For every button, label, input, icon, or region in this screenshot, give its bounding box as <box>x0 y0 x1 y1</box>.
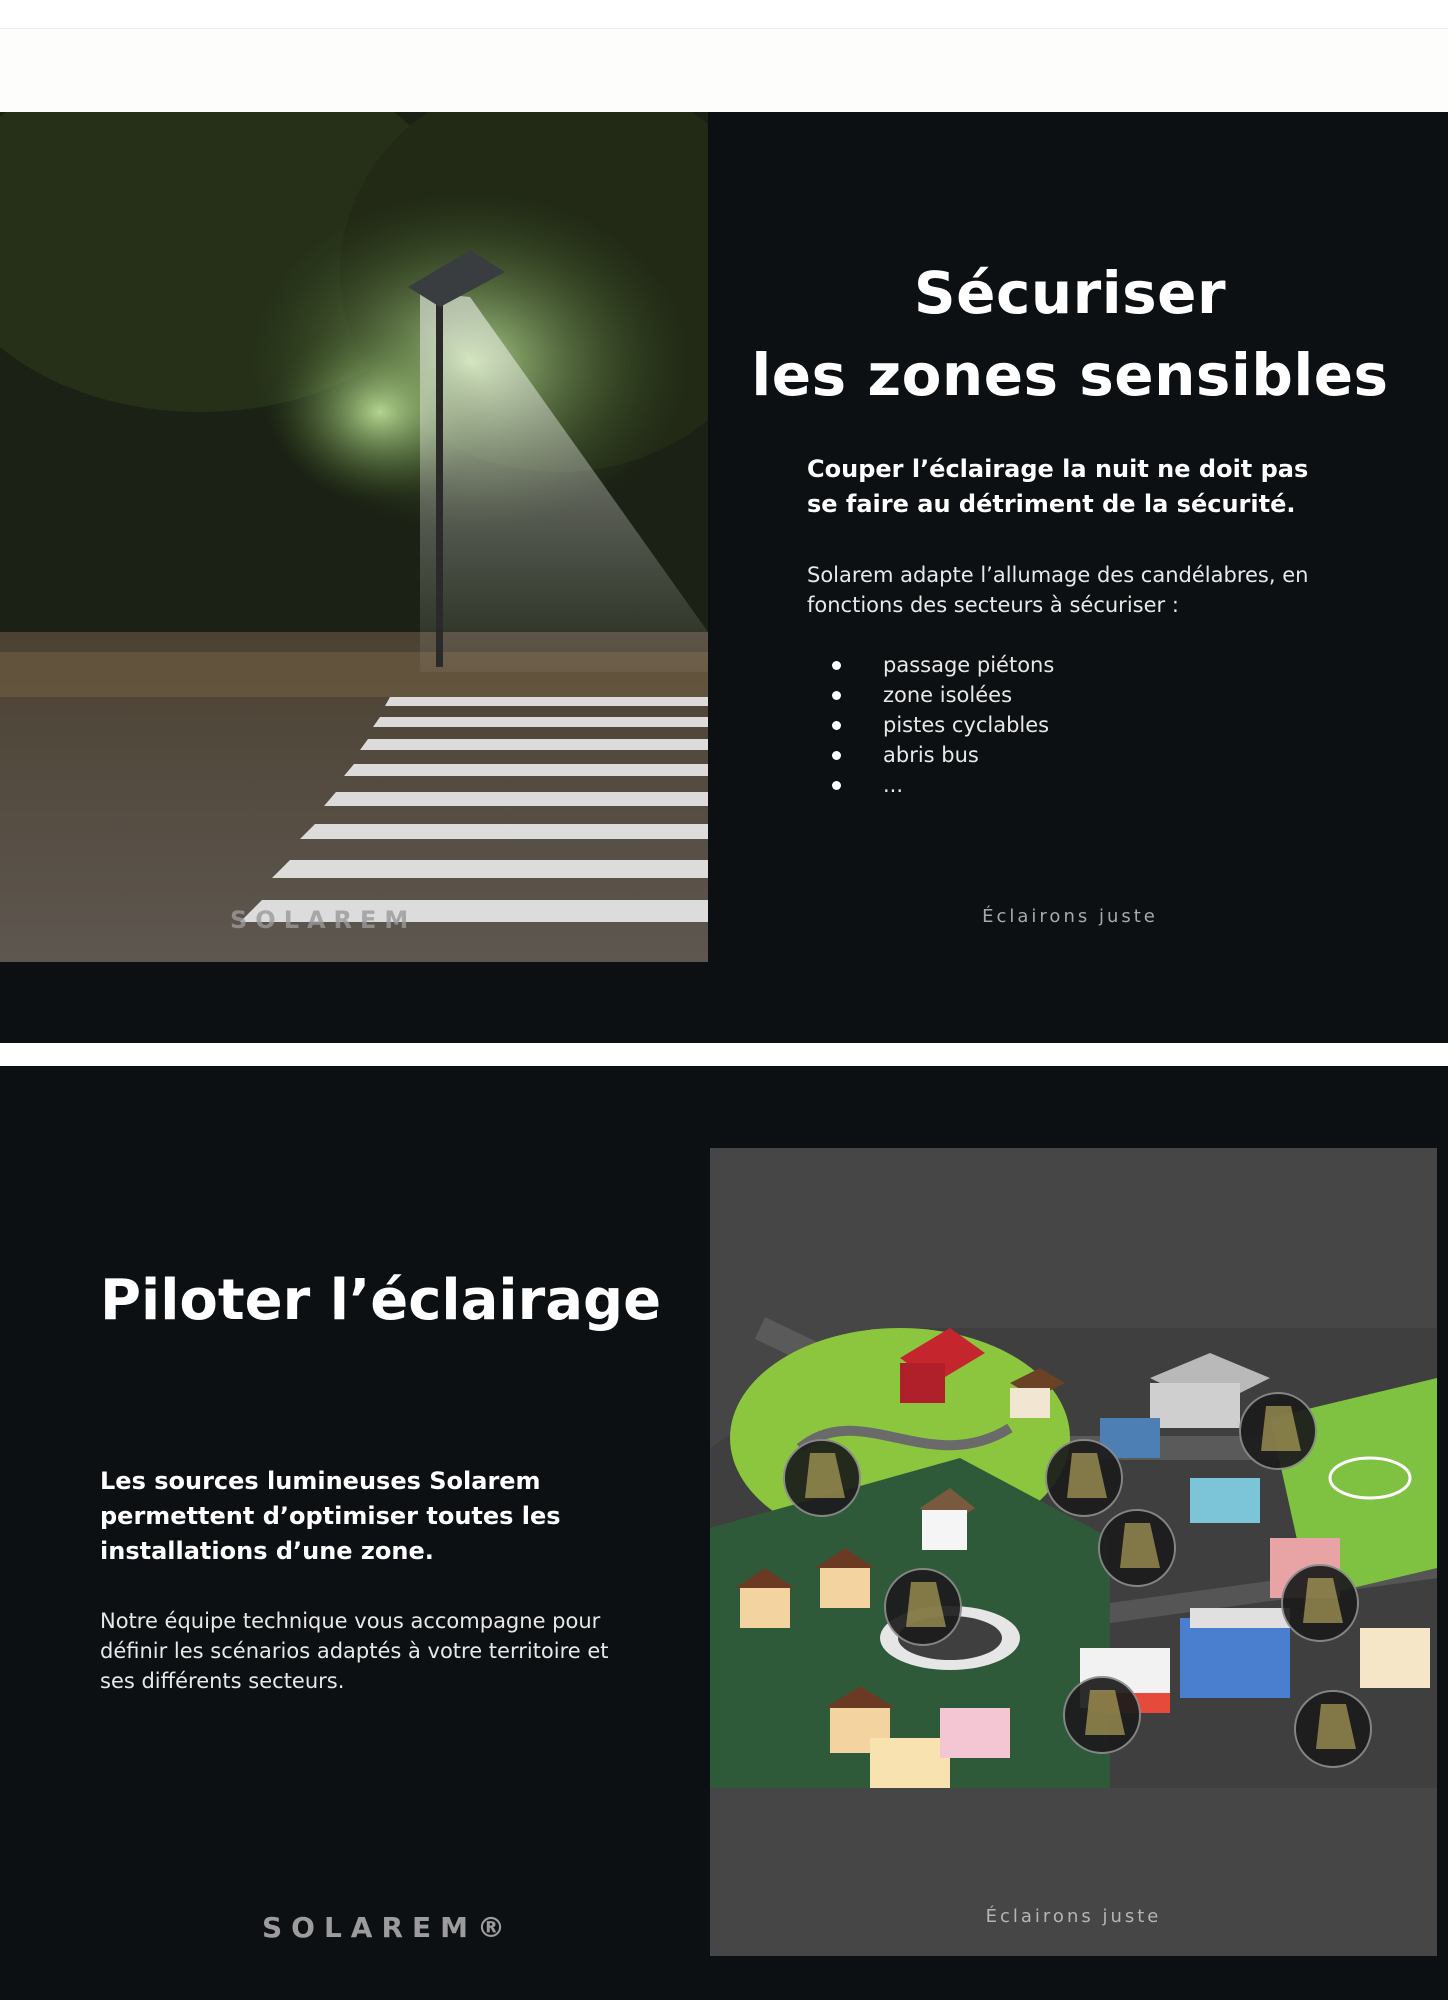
slide1-tagline: Éclairons juste <box>982 906 1158 927</box>
solarem-logo: SOLAREM® <box>262 1911 515 1944</box>
page-header-strip <box>0 29 1448 112</box>
list-item: zone isolées <box>807 680 1307 710</box>
isometric-city-map <box>710 1148 1437 1956</box>
slide1-body: Solarem adapte l’allumage des candélabres, en fonctions des secteurs à sécuriser : <box>807 563 1309 617</box>
slide-securiser <box>0 112 1448 1043</box>
sector-list <box>807 650 1307 800</box>
slide1-lead: Couper l’éclairage la nuit ne doit pas se faire au détriment de la sécurité. <box>807 455 1309 518</box>
list-item: abris bus <box>807 740 1307 770</box>
slide-separator <box>0 1043 1448 1066</box>
city-map-illustration-panel <box>710 1148 1437 1956</box>
slide-piloter <box>0 1066 1448 2000</box>
slide1-title: Sécuriser les zones sensibles <box>751 259 1389 409</box>
list-item: passage piétons <box>807 650 1307 680</box>
street-light-crosswalk-photo <box>0 112 708 962</box>
slide2-lead: Les sources lumineuses Solarem permettent d’optimiser toutes les installations d’une zone. <box>100 1467 561 1565</box>
slide2-tagline: Éclairons juste <box>985 1906 1162 1927</box>
photo-watermark-logo: SOLAREM <box>230 906 417 934</box>
slide2-title: Piloter l’éclairage <box>100 1268 662 1333</box>
slide2-body: Notre équipe technique vous accompagne pour définir les scénarios adaptés à votre territoire et ses différents secteurs. <box>100 1609 609 1693</box>
list-item: pistes cyclables <box>807 710 1307 740</box>
list-item: ... <box>807 770 1307 800</box>
top-margin <box>0 0 1448 29</box>
